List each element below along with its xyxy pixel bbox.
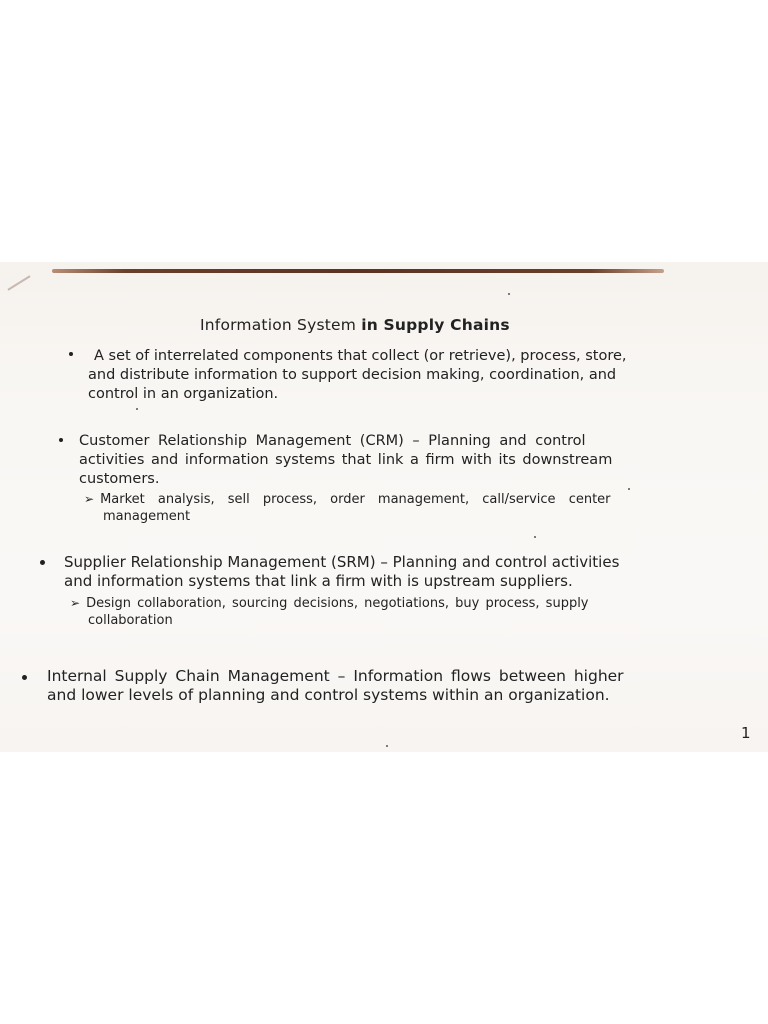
- bullet-icon: [69, 352, 73, 356]
- paragraph-line: and lower levels of planning and control systems within an organization.: [47, 686, 610, 704]
- paragraph-line: A set of interrelated components that collect (or retrieve), process, store,: [94, 348, 627, 364]
- srm-paragraph: [64, 553, 664, 591]
- definition-paragraph: [88, 347, 664, 404]
- srm-sub-list-item: [70, 595, 664, 629]
- bullet-icon: [40, 560, 45, 565]
- scan-speck: [508, 293, 510, 295]
- crm-paragraph: [79, 432, 663, 489]
- paragraph-line: Internal Supply Chain Management – Information flows between higher: [47, 667, 624, 685]
- crm-sub-list-item: [84, 491, 664, 525]
- document-title: [200, 316, 510, 334]
- paragraph-line: and distribute information to support decision making, coordination, and: [88, 367, 617, 383]
- paragraph-line: activities and information systems that link a firm with its downstream: [79, 452, 613, 468]
- arrow-bullet-icon: ➢: [84, 492, 95, 506]
- sub-item-line: management: [103, 509, 191, 524]
- paragraph-line: and information systems that link a firm with is upstream suppliers.: [64, 572, 573, 590]
- scan-speck: [386, 745, 388, 747]
- paragraph-line: Supplier Relationship Management (SRM) – Planning and control activities: [64, 553, 620, 571]
- scan-speck: [534, 536, 536, 538]
- scan-speck: [628, 488, 630, 490]
- paragraph-line: control in an organization.: [88, 386, 279, 402]
- header-rule: [52, 269, 664, 273]
- arrow-bullet-icon: ➢: [70, 596, 81, 610]
- sub-item-line: Market analysis, sell process, order management, call/service center: [100, 492, 611, 507]
- scan-speck: [136, 408, 138, 410]
- bullet-icon: [59, 438, 63, 442]
- paragraph-line: Customer Relationship Management (CRM) – Planning and control: [79, 433, 586, 449]
- title-regular: Information System: [200, 316, 362, 334]
- sub-item-line: collaboration: [88, 613, 173, 628]
- page-number: 1: [741, 724, 751, 742]
- internal-scm-paragraph: [47, 667, 667, 705]
- title-bold: in Supply Chains: [361, 316, 510, 334]
- sub-item-line: Design collaboration, sourcing decisions, negotiations, buy process, supply: [86, 596, 589, 611]
- paragraph-line: customers.: [79, 471, 160, 487]
- bullet-icon: [22, 675, 27, 680]
